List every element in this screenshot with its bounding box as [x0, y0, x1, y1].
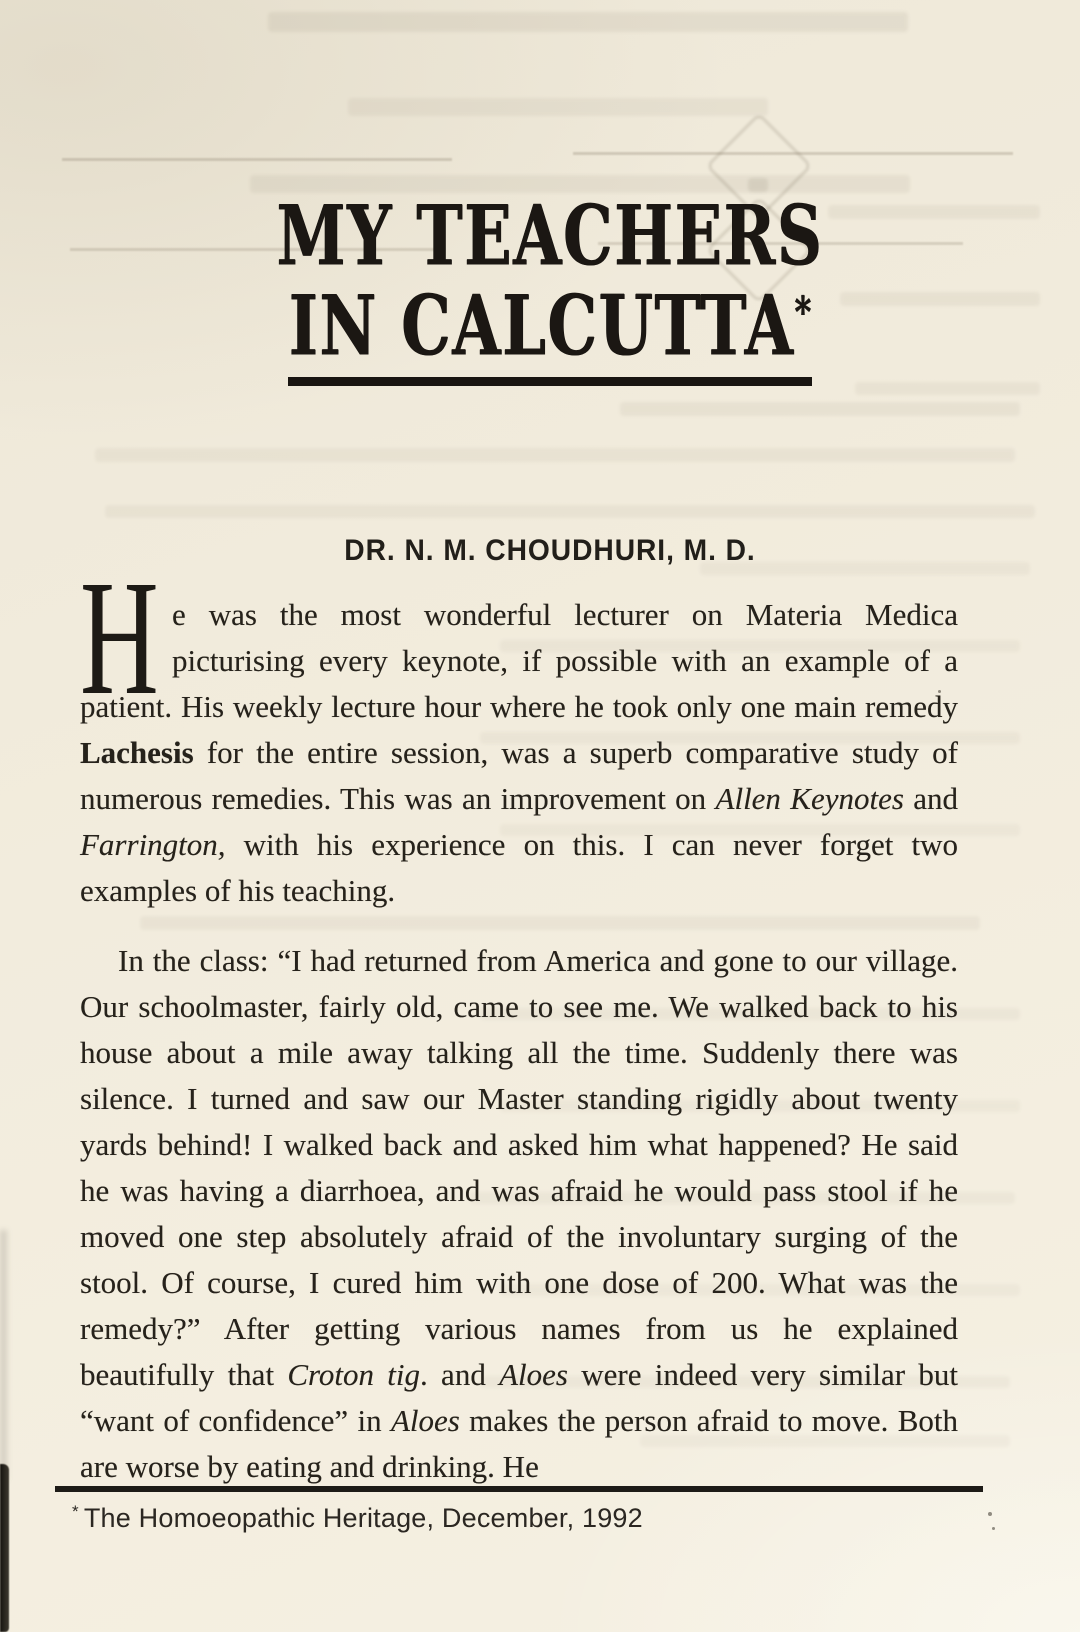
- paragraph-1-text: e was the most wonderful lecturer on Materia Medica picturising every keynote, if possible with an example of a patient. His weekly lecture hour where he took only one main remedy Lachesis for the entire session, was a superb comparative study of numerous remedies. This was an improvement on Allen Keynotes and Farrington, with his experience on this. I can never forget two examples of his teaching.: [80, 597, 958, 908]
- author-byline: DR. N. M. CHOUDHURI, M. D.: [344, 534, 756, 567]
- article-title-line2: [193, 274, 907, 374]
- bleed-ghost-line: [105, 505, 1035, 518]
- drop-cap: H: [80, 546, 159, 729]
- footnote-text: The Homoeopathic Heritage, December, 1992: [83, 1503, 643, 1533]
- scan-speck: [992, 1527, 995, 1530]
- title-footnote-asterisk: *: [794, 287, 812, 336]
- bleed-ghost-line: [348, 98, 768, 116]
- bleed-ghost-line: [95, 448, 1015, 462]
- paragraph-2: In the class: “I had returned from America and gone to our village. Our schoolmaster, fairly old, came to see me. We walked back to his house about a mile away talking all the time. Suddenly there was silence. I turned and saw our Master standing rigidly about twenty yards behind! I walked back and asked him what happened? He said he was having a diarrhoea, and was afraid he would pass stool if he moved one step absolutely afraid of the involuntary surging of the stool. Of course, I cured him with one dose of 200. What was the remedy?” After getting various names from us he explained beautifully that Croton tig. and Aloes were indeed very similar but “want of confidence” in Aloes makes the person afraid to move. Both are worse by eating and drinking. He: [80, 943, 958, 1484]
- article-title-line1: MY TEACHERS: [276, 188, 824, 284]
- footnote-separator-rule: [55, 1486, 983, 1492]
- scan-speck: [988, 1512, 992, 1516]
- bleed-ghost-line: [268, 12, 908, 32]
- footnote-asterisk: *: [72, 1502, 79, 1521]
- bleed-ghost-rule: [62, 158, 452, 161]
- scan-edge-shadow: [0, 1464, 9, 1632]
- title-underline: [288, 377, 812, 386]
- scan-edge-smudge: [0, 1230, 7, 1480]
- bleed-ghost-line: [620, 402, 1020, 416]
- article-title-line2-text: IN CALCUTTA: [288, 278, 795, 374]
- article-title: [80, 188, 1020, 386]
- footnote: [72, 1502, 643, 1534]
